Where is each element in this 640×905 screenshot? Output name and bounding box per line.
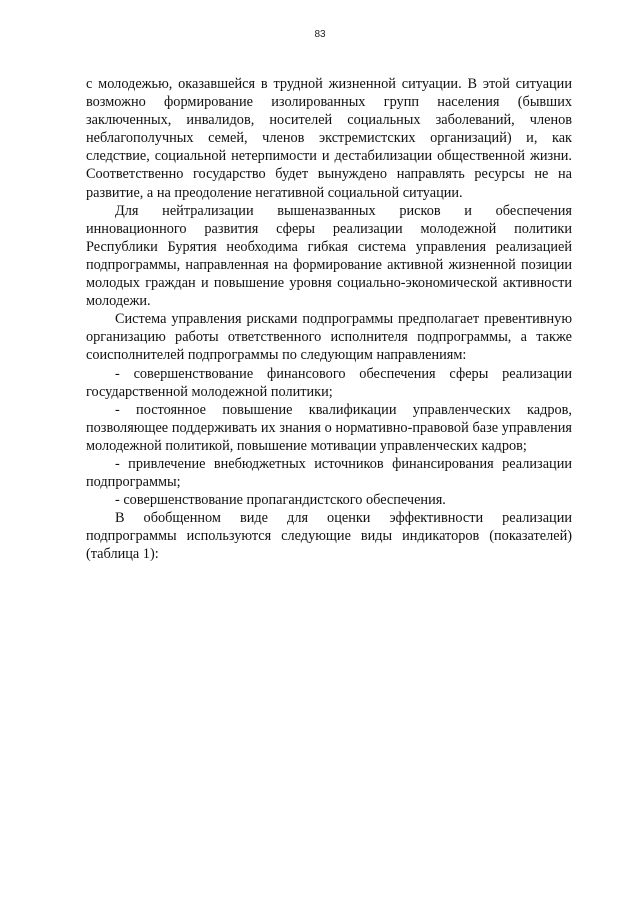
list-item-propaganda: - совершенствование пропагандистского обеспечения. — [115, 492, 446, 509]
paragraph-indicators: В обобщенном виде для оценки эффективности реализации подпрограммы используются следующие виды индикаторов (показателей) (таблица 1): — [86, 510, 572, 563]
body-text — [86, 75, 572, 564]
page-number: 83 — [314, 29, 326, 40]
paragraph-risk-management-system: Система управления рисками подпрограммы предполагает превентивную организацию работы ответственного исполнителя подпрограммы, а также соисполнителей подпрограммы по следующим направлениям: — [86, 311, 572, 364]
list-item-qualification: - постоянное повышение квалификации управленческих кадров, позволяющее поддерживать их знания о нормативно-правовой базе управления молодежной политикой, повышение мотивации управленческих кадров; — [86, 401, 572, 454]
list-item-extrabudgetary-sources: - привлечение внебюджетных источников финансирования реализации подпрограммы; — [86, 455, 572, 491]
paragraph-risk-groups: с молодежью, оказавшейся в трудной жизненной ситуации. В этой ситуации возможно формирование изолированных групп населения (бывших заключенных, инвалидов, носителей социальных заболеваний, членов неблагополучных семей, членов экстремистских организаций) и, как следствие, социальной нетерпимости и дестабилизации общественной жизни. Соответственно государство будет вынуждено направлять ресурсы не на развитие, а на преодоление негативной социальной ситуации. — [86, 76, 572, 201]
paragraph-risk-neutralization: Для нейтрализации вышеназванных рисков и обеспечения инновационного развития сферы реализации молодежной политики Республики Бурятия необходима гибкая система управления реализацией подпрограммы, направленная на формирование активной жизненной позиции молодых граждан и повышение уровня социально-экономической активности молодежи. — [86, 202, 572, 310]
list-item-financing: - совершенствование финансового обеспечения сферы реализации государственной молодежной политики; — [86, 365, 572, 400]
